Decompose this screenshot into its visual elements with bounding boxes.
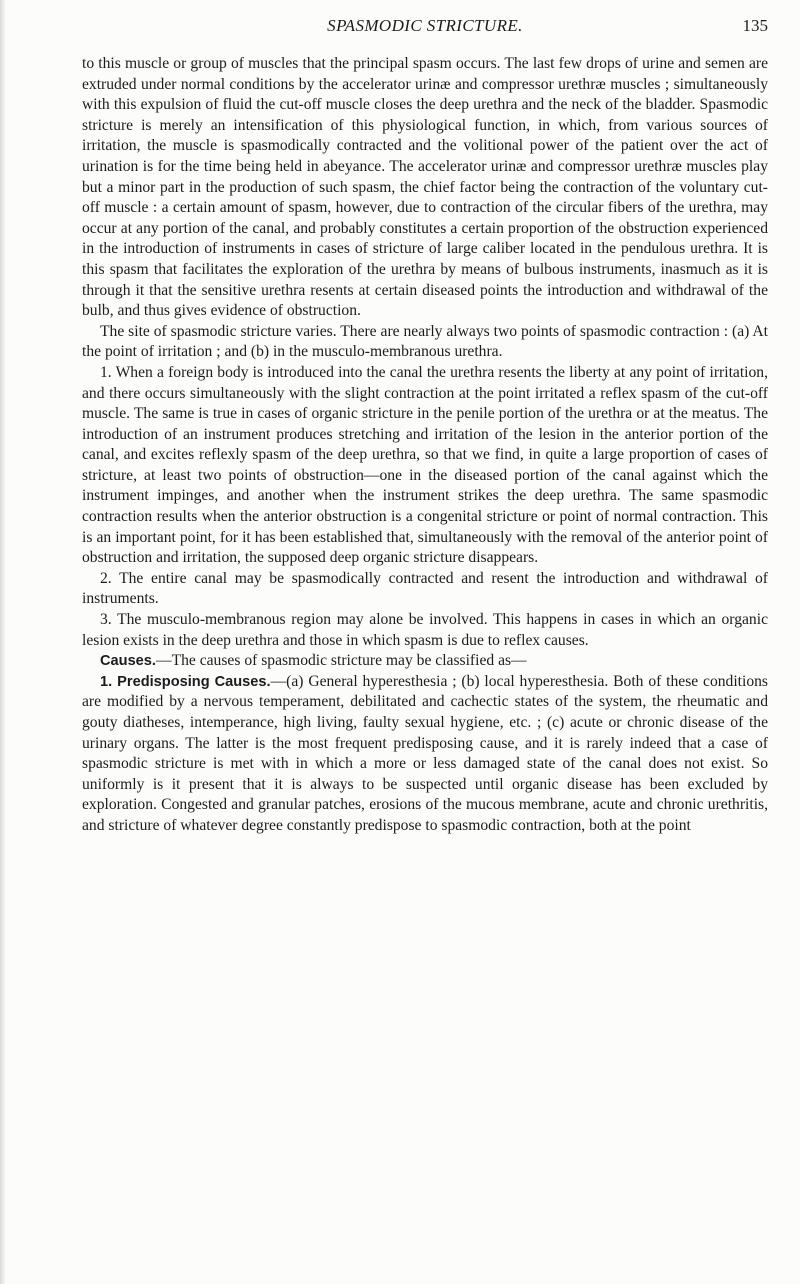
running-title: SPASMODIC STRICTURE. [327,16,523,35]
predisposing-paragraph [82,672,768,837]
scan-edge-shadow [0,0,6,1284]
paragraph: 2. The entire canal may be spasmodically contracted and resent the introduction and withdrawal of instruments. [82,569,768,608]
causes-text: —The causes of spasmodic stricture may be classified as— [155,652,527,670]
causes-paragraph [82,651,768,672]
body-text [82,54,768,837]
predisposing-heading: 1. Predisposing Causes. [100,673,271,690]
causes-heading: Causes. [100,653,156,670]
paragraph: 3. The musculo-membranous region may alone be involved. This happens in cases in which an organic lesion exists in the deep urethra and those in which spasm is due to reflex causes. [82,611,768,649]
page-number: 135 [742,16,768,35]
predisposing-text: —(a) General hyperesthesia ; (b) local hyperesthesia. Both of these conditions are modified by a nervous temperament, debilitated and cachectic states of the system, the rheumatic and gouty diatheses, intemperance, high living, faulty sexual hygiene, etc. ; (c) acute or chronic disease of the urinary organs. The latter is the most frequent predisposing cause, and it is rarely indeed that a case of spasmodic stricture is met with in which a more or less damaged state of the canal does not exist. So uniformly is it present that it is always to be suspected until organic disease has been excluded by exploration. Congested and granular patches, erosions of the mucous membrane, acute and chronic urethritis, and stricture of whatever degree constantly predispose to spasmodic contraction, both at the point [82,672,768,834]
paragraph: to this muscle or group of muscles that the principal spasm occurs. The last few drops of urine and semen are extruded under normal conditions by the accelerator urinæ and compressor urethræ muscles ; simultaneously with this expulsion of fluid the cut-off muscle closes the deep urethra and the neck of the bladder. Spasmodic stricture is merely an intensification of this physiological function, in which, from various sources of irritation, the muscle is spasmodically contracted and the volitional power of the patient over the act of urination is for the time being held in abeyance. The accelerator urinæ and compressor urethræ muscles play but a minor part in the production of such spasm, the chief factor being the contraction of the voluntary cut-off muscle : a certain amount of spasm, however, due to contraction of the circular fibers of the urethra, may occur at any portion of the canal, and probably constitutes a certain proportion of the obstruction experienced in the introduction of instruments in cases of stricture of large caliber located in the pendulous urethra. It is this spasm that facilitates the exploration of the urethra by means of bulbous instruments, inasmuch as it is through it that the sensitive urethra resents at certain diseased points the introduction and withdrawal of the bulb, and thus gives evidence of obstruction. [82,55,768,320]
paragraph: The site of spasmodic stricture varies. There are nearly always two points of spasmodic contraction : (a) At the point of irritation ; and (b) in the musculo-membranous urethra. [82,322,768,361]
running-head [82,12,768,42]
paragraph: 1. When a foreign body is introduced into the canal the urethra resents the liberty at any point of irritation, and there occurs simultaneously with the slight contraction at the point irritated a reflex spasm of the cut-off muscle. The same is true in cases of organic stricture in the penile portion of the urethra or at the meatus. The introduction of an instrument produces stretching and irritation of the lesion in the anterior portion of the canal, and excites reflexly spasm of the deep urethra, so that we find, in quite a large proportion of cases of stricture, at least two points of obstruction—one in the diseased portion of the canal against which the instrument impinges, and another when the instrument strikes the deep urethra. The same spasmodic contraction results when the anterior obstruction is a congenital stricture or point of normal contraction. This is an important point, for it has been established that, simultaneously with the removal of the anterior point of obstruction and irritation, the supposed deep organic stricture disappears. [82,363,768,567]
